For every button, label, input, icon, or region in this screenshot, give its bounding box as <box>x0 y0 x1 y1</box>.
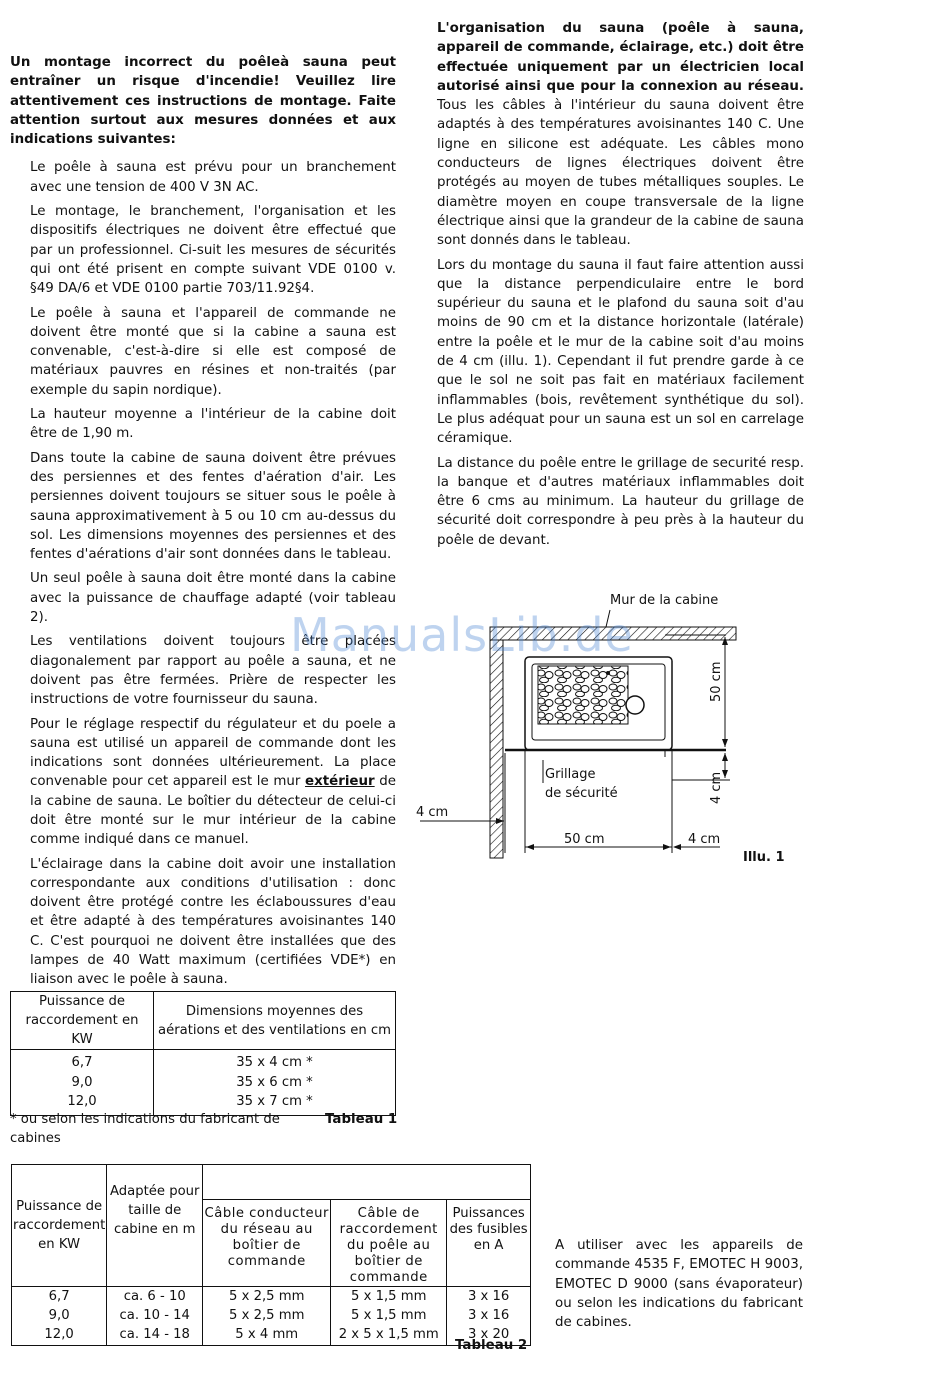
table-2-header-top <box>12 1165 531 1200</box>
paragraph-voltage: Le poêle à sauna est prévu pour un branchement avec une tension de 400 V 3N AC. <box>30 160 396 195</box>
table-1 <box>10 991 396 1116</box>
paragraph-electrician <box>437 19 804 251</box>
paragraph-cabin-height: La hauteur moyenne a l'intérieur de la cabine doit être de 1,90 m. <box>30 407 396 442</box>
stove-knob <box>626 696 644 714</box>
t1-col-dimensions: 35 x 4 cm * 35 x 6 cm * 35 x 7 cm * <box>154 1050 396 1116</box>
table-row <box>12 1287 531 1346</box>
paragraph-single-stove: Un seul poêle à sauna doit être monté dans la cabine avec la puissance de chauffage adapté (voir tableau 2). <box>30 571 396 626</box>
t2-col-cable2: 5 x 1,5 mm 5 x 1,5 mm 2 x 5 x 1,5 mm <box>331 1287 447 1346</box>
label-wall: Mur de la cabine <box>610 593 719 608</box>
warning-intro: Un montage incorrect du poêleà sauna peut entraîner un risque d'incendie! Veuillez lire attentivement ces instructions de montage. Faite attention surtout aux mesures données et aux indications suivantes: <box>10 55 396 148</box>
table-1-note: * ou selon les indications du fabricant de cabines <box>10 1112 280 1147</box>
paragraph-cabin-material: Le poêle à sauna et l'appareil de commande ne doivent être monté que si la cabine a sauna est convenable, c'est-à-dire si elle est composé de matériaux pauvres en résines et non-traités (par exemple du sapin nordique). <box>30 305 396 398</box>
t1-header-dimensions: Dimensions moyennes des aérations et des ventilations en cm <box>154 992 396 1050</box>
paragraph-control-unit <box>30 715 396 850</box>
label-50cm-horizontal: 50 cm <box>564 832 605 847</box>
t2-col-cable1: 5 x 2,5 mm 5 x 2,5 mm 5 x 4 mm <box>203 1287 331 1346</box>
left-column <box>10 53 396 995</box>
label-50cm-vertical: 50 cm <box>709 661 724 702</box>
label-4cm-left: 4 cm <box>416 805 449 820</box>
t2-header-fuse: Puissances des fusibles en A <box>447 1200 531 1287</box>
t2-header-cable2: Câble de raccordement du poêle au boîtier de commande <box>331 1200 447 1287</box>
t2-header-size: Adaptée pour taille de cabine en m <box>107 1165 203 1287</box>
t2-col-fuse: 3 x 16 3 x 16 3 x 20 <box>447 1287 531 1346</box>
paragraph-installation: Le montage, le branchement, l'organisation et les dispositifs électriques ne doivent être effectué que par un professionnel. Ci-suit les mesures de sécurités qui ont été prisent en compte suivant VDE 0100 v. §49 DA/6 et VDE 0100 partie 703/11.92§4. <box>30 204 396 297</box>
watermark: ManualsLib.de <box>290 608 634 662</box>
table-1-header <box>11 992 396 1050</box>
figure-caption: Illu. 1 <box>743 850 785 865</box>
paragraph-ventilation: Dans toute la cabine de sauna doivent être prévues des persiennes et des fentes d'aération d'air. Les persiennes doivent toujours se situer sous le poêle à sauna approximativement à 5 ou 10 cm au-dessus du sol. Les dimensions moyennes des persiennes et des fentes d'aérations d'air sont données dans le tableau. <box>30 450 396 563</box>
table-2-caption: Tableau 2 <box>455 1338 528 1353</box>
label-grid-1: Grillage <box>545 767 596 782</box>
label-grid-2: de sécurité <box>545 786 618 801</box>
right-column <box>437 19 804 555</box>
table-2-side-note: A utiliser avec les appareils de commande 4535 F, EMOTEC H 9003, EMOTEC D 9000 (sans évaporateur) ou selon les indications du fabricant de cabines. <box>555 1238 803 1331</box>
t2-col-power: 6,7 9,0 12,0 <box>12 1287 107 1346</box>
t2-header-spacer <box>203 1165 531 1200</box>
wall-hatch <box>490 640 503 858</box>
label-4cm-right: 4 cm <box>688 832 721 847</box>
control-unit-text-a: Pour le réglage respectif du régulateur et du poele a sauna est utilisé un appareil de commande dont les indications sont données ultérieurement. La place convenable pour cet appareil est le mur <box>30 716 396 790</box>
table-1-caption: Tableau 1 <box>325 1112 398 1127</box>
control-unit-text-b: de la cabine de sauna. Le boîtier du détecteur de celui-ci doit être monté sur le mur intérieur de la cabine comme indiqué dans ce manuel. <box>30 774 397 848</box>
t2-header-power: Puissance de raccordement en KW <box>12 1165 107 1287</box>
t1-col-power: 6,7 9,0 12,0 <box>11 1050 154 1116</box>
paragraph-lighting: L'éclairage dans la cabine doit avoir une installation correspondante aux conditions d'utilisation : donc doivent être protégé contre les éclaboussures d'eau et être adapté à des températures avoisinantes 140 C. C'est pourquoi ne doivent être installées que des lampes de 40 Watt maximum (certifiées VDE*) en liaison avec le poêle à sauna. <box>30 856 396 988</box>
stove-led <box>606 671 610 675</box>
table-2 <box>11 1164 531 1346</box>
label-4cm-vertical: 4 cm <box>709 771 724 804</box>
paragraph-safety-grid: La distance du poêle entre le grillage de securité resp. la banque et d'autres matériaux inflammables doit être 6 cms au minimum. La hauteur du grillage de sécurité doit correspondre à peu près à la hauteur du poêle de devant. <box>437 455 804 548</box>
t2-header-cable1: Câble conducteur du réseau au boîtier de commande <box>203 1200 331 1287</box>
paragraph-distances: Lors du montage du sauna il faut faire attention aussi que la distance perpendiculaire entre le bord supérieur du sauna et le plafond du sauna soit d'au moins de 90 cm et la distance horizontale (latérale) entre la poêle et le mur de la cabine soit d'au moins de 4 cm (illu. 1). Cependant il fut prendre garde à ce que le sol ne soit pas fait en matériaux facilement inflammables (bois, revêtement synthétique du sol). Le plus adéquat pour un sauna est un sol en carrelage céramique. <box>437 257 804 447</box>
electrician-bold-text: L'organisation du sauna (poêle à sauna, appareil de commande, éclairage, etc.) doit être effectuée uniquement par un électricien local autorisé ainsi que pour la connexion au réseau. <box>437 21 804 94</box>
table-row <box>11 1050 396 1116</box>
stove-stones <box>538 666 628 724</box>
paragraph-ventilation-placement: Les ventilations doivent toujours être placées diagonalement par rapport au poêle a sauna, et ne doivent pas être fermées. Prière de respecter les instructions de votre fournisseur du sauna. <box>30 634 396 708</box>
electrician-rest-text: Tous les câbles à l'intérieur du sauna doivent être adaptés à des températures avoisinantes 140 C. Une ligne en silicone est adéquate. Les câbles mono conducteurs de lignes électriques doivent être protégés au moyen de tubes métalliques souples. Le diamètre moyen en coupe transversale de la ligne électrique ainsi que la grandeur de la cabine de sauna sont donnés dans le tableau. <box>437 98 804 249</box>
t2-col-size: ca. 6 - 10 ca. 10 - 14 ca. 14 - 18 <box>107 1287 203 1346</box>
keyword-exterieur: extérieur <box>305 774 375 790</box>
t1-header-power: Puissance de raccordement en KW <box>11 992 154 1050</box>
